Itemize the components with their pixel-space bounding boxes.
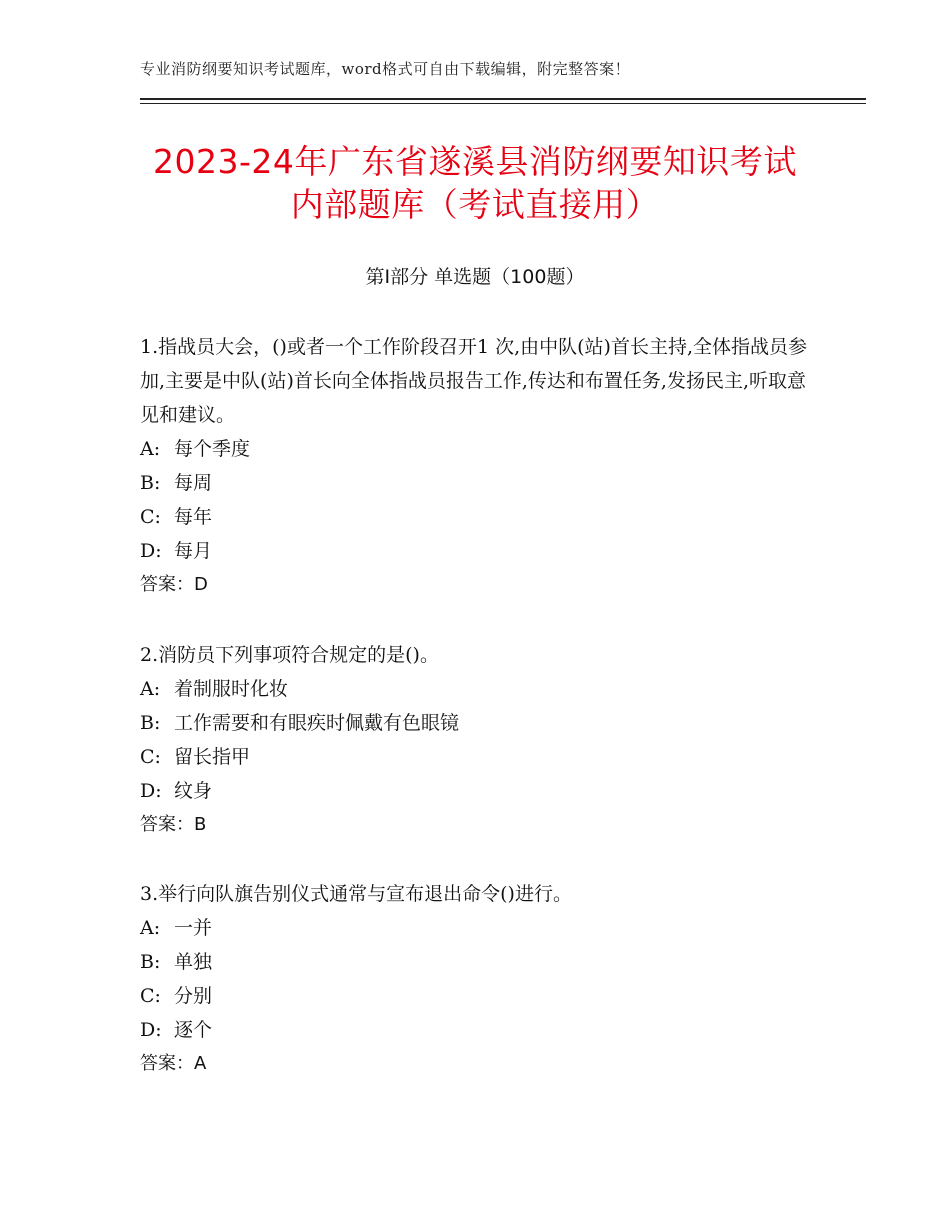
option-c xyxy=(140,979,810,1013)
answer: 答案：D xyxy=(140,574,208,595)
option-text: 每月 xyxy=(174,540,213,562)
option-text: 一并 xyxy=(174,917,213,939)
header-note: 专业消防纲要知识考试题库，word格式可自由下载编辑，附完整答案！ xyxy=(140,60,631,78)
answer: 答案：B xyxy=(140,814,207,835)
option-key: B: xyxy=(140,712,161,734)
option-key: B: xyxy=(140,951,161,973)
document-title-line-2: 内部题库（考试直接用） xyxy=(290,185,660,224)
question-stem: 3.举行向队旗告别仪式通常与宣布退出命令()进行。 xyxy=(140,883,572,905)
option-text: 留长指甲 xyxy=(174,746,251,768)
question-3 xyxy=(140,877,810,1081)
option-a xyxy=(140,672,810,706)
option-a xyxy=(140,911,810,945)
option-key: D: xyxy=(140,540,162,562)
option-text: 单独 xyxy=(174,951,213,973)
option-d xyxy=(140,774,810,808)
option-text: 纹身 xyxy=(174,780,213,802)
question-1 xyxy=(140,330,810,602)
option-b xyxy=(140,706,810,740)
option-text: 工作需要和有眼疾时佩戴有色眼镜 xyxy=(174,712,460,734)
option-text: 每个季度 xyxy=(174,438,251,460)
option-key: A: xyxy=(140,438,161,460)
option-text: 每周 xyxy=(174,472,213,494)
option-d xyxy=(140,1013,810,1047)
option-key: A: xyxy=(140,917,161,939)
option-key: C: xyxy=(140,506,161,528)
option-key: C: xyxy=(140,985,161,1007)
option-key: C: xyxy=(140,746,161,768)
option-b xyxy=(140,945,810,979)
option-key: D: xyxy=(140,1019,162,1041)
option-text: 分别 xyxy=(174,985,213,1007)
option-text: 每年 xyxy=(174,506,213,528)
answer: 答案：A xyxy=(140,1053,207,1074)
question-2 xyxy=(140,638,810,842)
section-heading: 第Ⅰ部分 单选题（100题） xyxy=(365,266,585,288)
header-divider-thin xyxy=(140,103,866,104)
document-title-line-1: 2023-24年广东省遂溪县消防纲要知识考试 xyxy=(153,142,797,181)
header-divider-thick xyxy=(140,98,866,100)
option-d xyxy=(140,534,810,568)
document-title xyxy=(100,140,850,226)
option-c xyxy=(140,740,810,774)
option-c xyxy=(140,500,810,534)
option-text: 着制服时化妆 xyxy=(174,678,289,700)
option-b xyxy=(140,466,810,500)
option-text: 逐个 xyxy=(174,1019,213,1041)
option-a xyxy=(140,432,810,466)
question-stem: 2.消防员下列事项符合规定的是()。 xyxy=(140,644,439,666)
option-key: A: xyxy=(140,678,161,700)
question-stem: 1.指战员大会，()或者一个工作阶段召开1 次,由中队(站)首长主持,全体指战员参加,主要是中队(站)首长向全体指战员报告工作,传达和布置任务,发扬民主,听取意见和建议。 xyxy=(140,336,807,426)
option-key: B: xyxy=(140,472,161,494)
option-key: D: xyxy=(140,780,162,802)
